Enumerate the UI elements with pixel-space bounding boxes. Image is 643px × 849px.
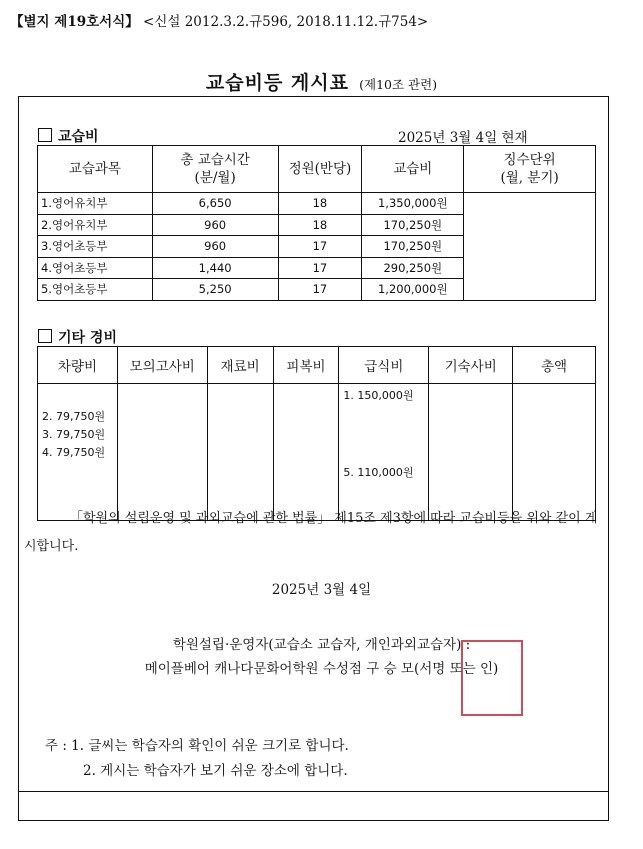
col-materials: 재료비	[207, 347, 273, 384]
operator-label: 학원설립·운영자(교습소 교습자, 개인과외교습자) :	[172, 637, 471, 653]
note-2: 2. 게시는 학습자가 보기 쉬운 장소에 합니다.	[83, 763, 348, 779]
other-heading-label: 기타 경비	[58, 330, 117, 346]
cell-dorm	[429, 384, 513, 521]
document-title	[0, 68, 643, 95]
cell-unit	[464, 193, 596, 301]
vehicle-line: 2. 79,750원	[42, 410, 106, 423]
table-row	[38, 384, 596, 521]
col-unit-line1: 징수단위	[503, 152, 556, 168]
cell-capacity: 17	[278, 236, 362, 258]
checkbox-icon	[38, 128, 52, 142]
note-1: 주 : 1. 글씨는 학습자의 확인이 쉬운 크기로 합니다.	[45, 738, 349, 754]
cell-fee: 1,200,000원	[362, 279, 464, 301]
cell-meals	[339, 384, 429, 521]
cell-fee: 1,350,000원	[362, 193, 464, 215]
checkbox-icon	[38, 329, 52, 343]
cell-subject: 4.영어초등부	[38, 257, 153, 279]
col-unit-line2: (월, 분기)	[500, 170, 559, 186]
statement-text: 「학원의 설립운영 및 과외교습에 관한 법률」 제15조 제3항에 따라 교습비등을 위와 같이 게시합니다.	[24, 511, 598, 554]
col-uniform: 피복비	[273, 347, 339, 384]
col-hours-line2: (분/월)	[194, 170, 236, 186]
other-expenses-heading	[38, 327, 117, 347]
cell-total	[513, 384, 596, 521]
as-of-date: 2025년 3월 4일 현재	[398, 130, 528, 146]
academy-signature-line: 메이플베어 캐나다문화어학원 수성점 구 승 모(서명 또는 인)	[144, 661, 499, 677]
posting-date: 2025년 3월 4일	[271, 582, 372, 598]
col-hours	[152, 146, 278, 193]
cell-fee: 170,250원	[362, 236, 464, 258]
cell-materials	[207, 384, 273, 521]
table-header-row	[38, 146, 596, 193]
vehicle-line: 3. 79,750원	[42, 428, 106, 441]
col-capacity: 정원(반당)	[278, 146, 362, 193]
cell-subject: 2.영어유치부	[38, 214, 153, 236]
cell-subject: 5.영어초등부	[38, 279, 153, 301]
col-fee: 교습비	[362, 146, 464, 193]
cell-fee: 170,250원	[362, 214, 464, 236]
col-subject: 교습과목	[38, 146, 153, 193]
cell-subject: 3.영어초등부	[38, 236, 153, 258]
col-mock-exam: 모의고사비	[117, 347, 207, 384]
col-meals: 급식비	[339, 347, 429, 384]
form-number: 【별지 제19호서식】	[10, 14, 139, 30]
cell-uniform	[273, 384, 339, 521]
tuition-table	[37, 145, 596, 301]
cell-hours: 960	[152, 214, 278, 236]
cell-capacity: 18	[278, 214, 362, 236]
other-expenses-table	[37, 346, 596, 521]
cell-hours: 6,650	[152, 193, 278, 215]
col-total: 총액	[513, 347, 596, 384]
col-hours-line1: 총 교습시간	[180, 152, 250, 168]
title-sub: (제10조 관련)	[359, 77, 438, 92]
cell-vehicle	[38, 384, 118, 521]
frame-divider	[18, 791, 609, 792]
title-main: 교습비등 게시표	[205, 72, 349, 94]
cell-hours: 960	[152, 236, 278, 258]
cell-hours: 1,440	[152, 257, 278, 279]
table-row	[38, 193, 596, 215]
col-dorm: 기숙사비	[429, 347, 513, 384]
meals-line: 1. 150,000원	[343, 389, 414, 402]
cell-hours: 5,250	[152, 279, 278, 301]
cell-mock-exam	[117, 384, 207, 521]
cell-capacity: 18	[278, 193, 362, 215]
cell-fee: 290,250원	[362, 257, 464, 279]
meals-line: 5. 110,000원	[343, 466, 414, 479]
cell-capacity: 17	[278, 279, 362, 301]
tuition-heading-label: 교습비	[58, 129, 99, 145]
table-header-row	[38, 347, 596, 384]
revision-note: <신설 2012.3.2.규596, 2018.11.12.규754>	[143, 14, 429, 30]
cell-subject: 1.영어유치부	[38, 193, 153, 215]
official-seal	[461, 640, 523, 716]
col-vehicle: 차량비	[38, 347, 118, 384]
vehicle-line: 4. 79,750원	[42, 446, 106, 459]
form-header	[10, 10, 428, 30]
tuition-heading	[38, 126, 99, 146]
col-unit	[464, 146, 596, 193]
cell-capacity: 17	[278, 257, 362, 279]
